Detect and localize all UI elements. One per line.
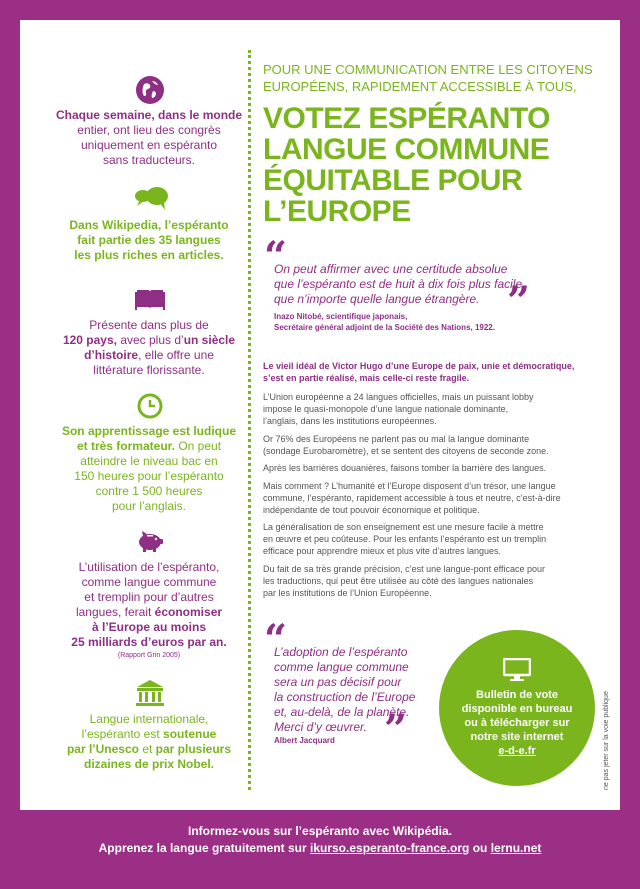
article-lead: Le vieil idéal de Victor Hugo d’une Europe de paix, unie et démocratique, s’est en partie réalisé, mais celle-ci reste fragile. bbox=[263, 361, 575, 383]
open-quote-icon: “ bbox=[264, 616, 288, 663]
clock-icon bbox=[130, 390, 170, 422]
article-paragraph: La généralisation de son enseignement est une mesure facile à mettre en œuvre et peu coûteuse. Pour les enfants l’espéranto est un tremplin efficace pour apprendre mieux et plus vite d’autres langues. bbox=[263, 522, 547, 556]
close-quote-icon: ” bbox=[507, 278, 531, 325]
lernu-link[interactable]: lernu.net bbox=[490, 841, 542, 855]
ede-link[interactable]: e-d-e.fr bbox=[498, 745, 536, 757]
intro-text: POUR UNE COMMUNICATION ENTRE LES CITOYENS EUROPÉENS, RAPIDEMENT ACCESSIBLE À TOUS, bbox=[263, 62, 593, 94]
close-quote-icon: ” bbox=[384, 706, 408, 753]
disposal-note: ne pas jeter sur la voie publique bbox=[603, 691, 610, 790]
article-paragraph: Après les barrières douanières, faisons tomber la barrière des langues. bbox=[263, 463, 547, 473]
page-title: VOTEZ ESPÉRANTO LANGUE COMMUNE ÉQUITABLE POUR L’EUROPE bbox=[263, 102, 550, 228]
nitobe-attribution: Inazo Nitobé, scientifique japonais, Secrétaire général adjoint de la Société des Nations, 1922. bbox=[274, 312, 495, 332]
footer bbox=[20, 810, 620, 869]
learning-fact: Son apprentissage est ludique et très formateur. On peut atteindre le niveau bac en 150 heures pour l’espéranto contre 1 500 heures pour l’anglais. bbox=[61, 424, 237, 513]
footer-wikipedia-text: Informez-vous sur l’espéranto avec Wikipédia. bbox=[188, 824, 452, 838]
wikipedia-fact: Dans Wikipedia, l’espéranto fait partie des 35 langues les plus riches en articles. bbox=[69, 218, 229, 262]
congress-fact: Chaque semaine, dans le monde entier, ont lieu des congrès uniquement en espéranto sans traducteurs. bbox=[55, 108, 243, 167]
ballot-badge bbox=[439, 630, 595, 786]
article-paragraph: L’Union européenne a 24 langues officielles, mais un puissant lobby impose le quasi-monopole d’une langue nationale dominante, l’anglais, dans les institutions européennes. bbox=[263, 392, 534, 426]
article-paragraph: Or 76% des Européens ne parlent pas ou mal la langue dominante (sondage Eurobaromètre), et se sentent des citoyens de seconde zone. bbox=[263, 434, 549, 456]
unesco-fact: Langue internationale, l’espéranto est soutenue par l’Unesco et par plusieurs dizaines de prix Nobel. bbox=[66, 712, 232, 771]
article-paragraph: Du fait de sa très grande précision, c’est une langue-pont efficace pour les traductions, qui peut être utilisée au côté des langues nationales par les institutions de l’Union Européenne. bbox=[263, 564, 546, 598]
footer-learn-text: Apprenez la langue gratuitement sur ikurso.esperanto-france.org ou lernu.net bbox=[98, 841, 542, 855]
piggy-bank-icon bbox=[130, 526, 170, 558]
jacquard-quote: L’adoption de l’espéranto comme langue commune sera un pas décisif pour la construction de l’Europe et, au-delà, de la planète. Merci d’y œuvrer. bbox=[274, 645, 416, 734]
globe-icon bbox=[130, 74, 170, 106]
book-icon bbox=[130, 283, 170, 315]
article-paragraph: Mais comment ? L’humanité et l’Europe disposent d’un trésor, une langue commune, l’espéranto, rapidement accessible à tous et neutre, c’est-à-dire indépendante de tout pouvoir économique et politique. bbox=[263, 481, 561, 515]
jacquard-attribution: Albert Jacquard bbox=[274, 736, 335, 745]
history-fact: Présente dans plus de 120 pays, avec plus d’un siècle d’histoire, elle offre une littérature florissante. bbox=[62, 318, 236, 377]
computer-monitor-icon bbox=[503, 658, 531, 687]
ballot-text: Bulletin de vote disponible en bureau ou à télécharger sur notre site internet e-d-e.fr bbox=[449, 688, 585, 758]
open-quote-icon: “ bbox=[264, 233, 288, 280]
speech-bubbles-icon bbox=[130, 183, 170, 215]
unesco-building-icon bbox=[130, 677, 170, 709]
ikurso-link[interactable]: ikurso.esperanto-france.org bbox=[310, 841, 470, 855]
economy-fact: L’utilisation de l’espéranto, comme langue commune et tremplin pour d’autres langues, ferait économiser à l’Europe au moins 25 milliards d’euros par an. (Rapport Grin 2005) bbox=[71, 560, 227, 659]
nitobe-quote: On peut affirmer avec une certitude absolue que l’espéranto est de huit à dix fois plus facile que n’importe quelle langue étrangère. bbox=[274, 262, 523, 306]
